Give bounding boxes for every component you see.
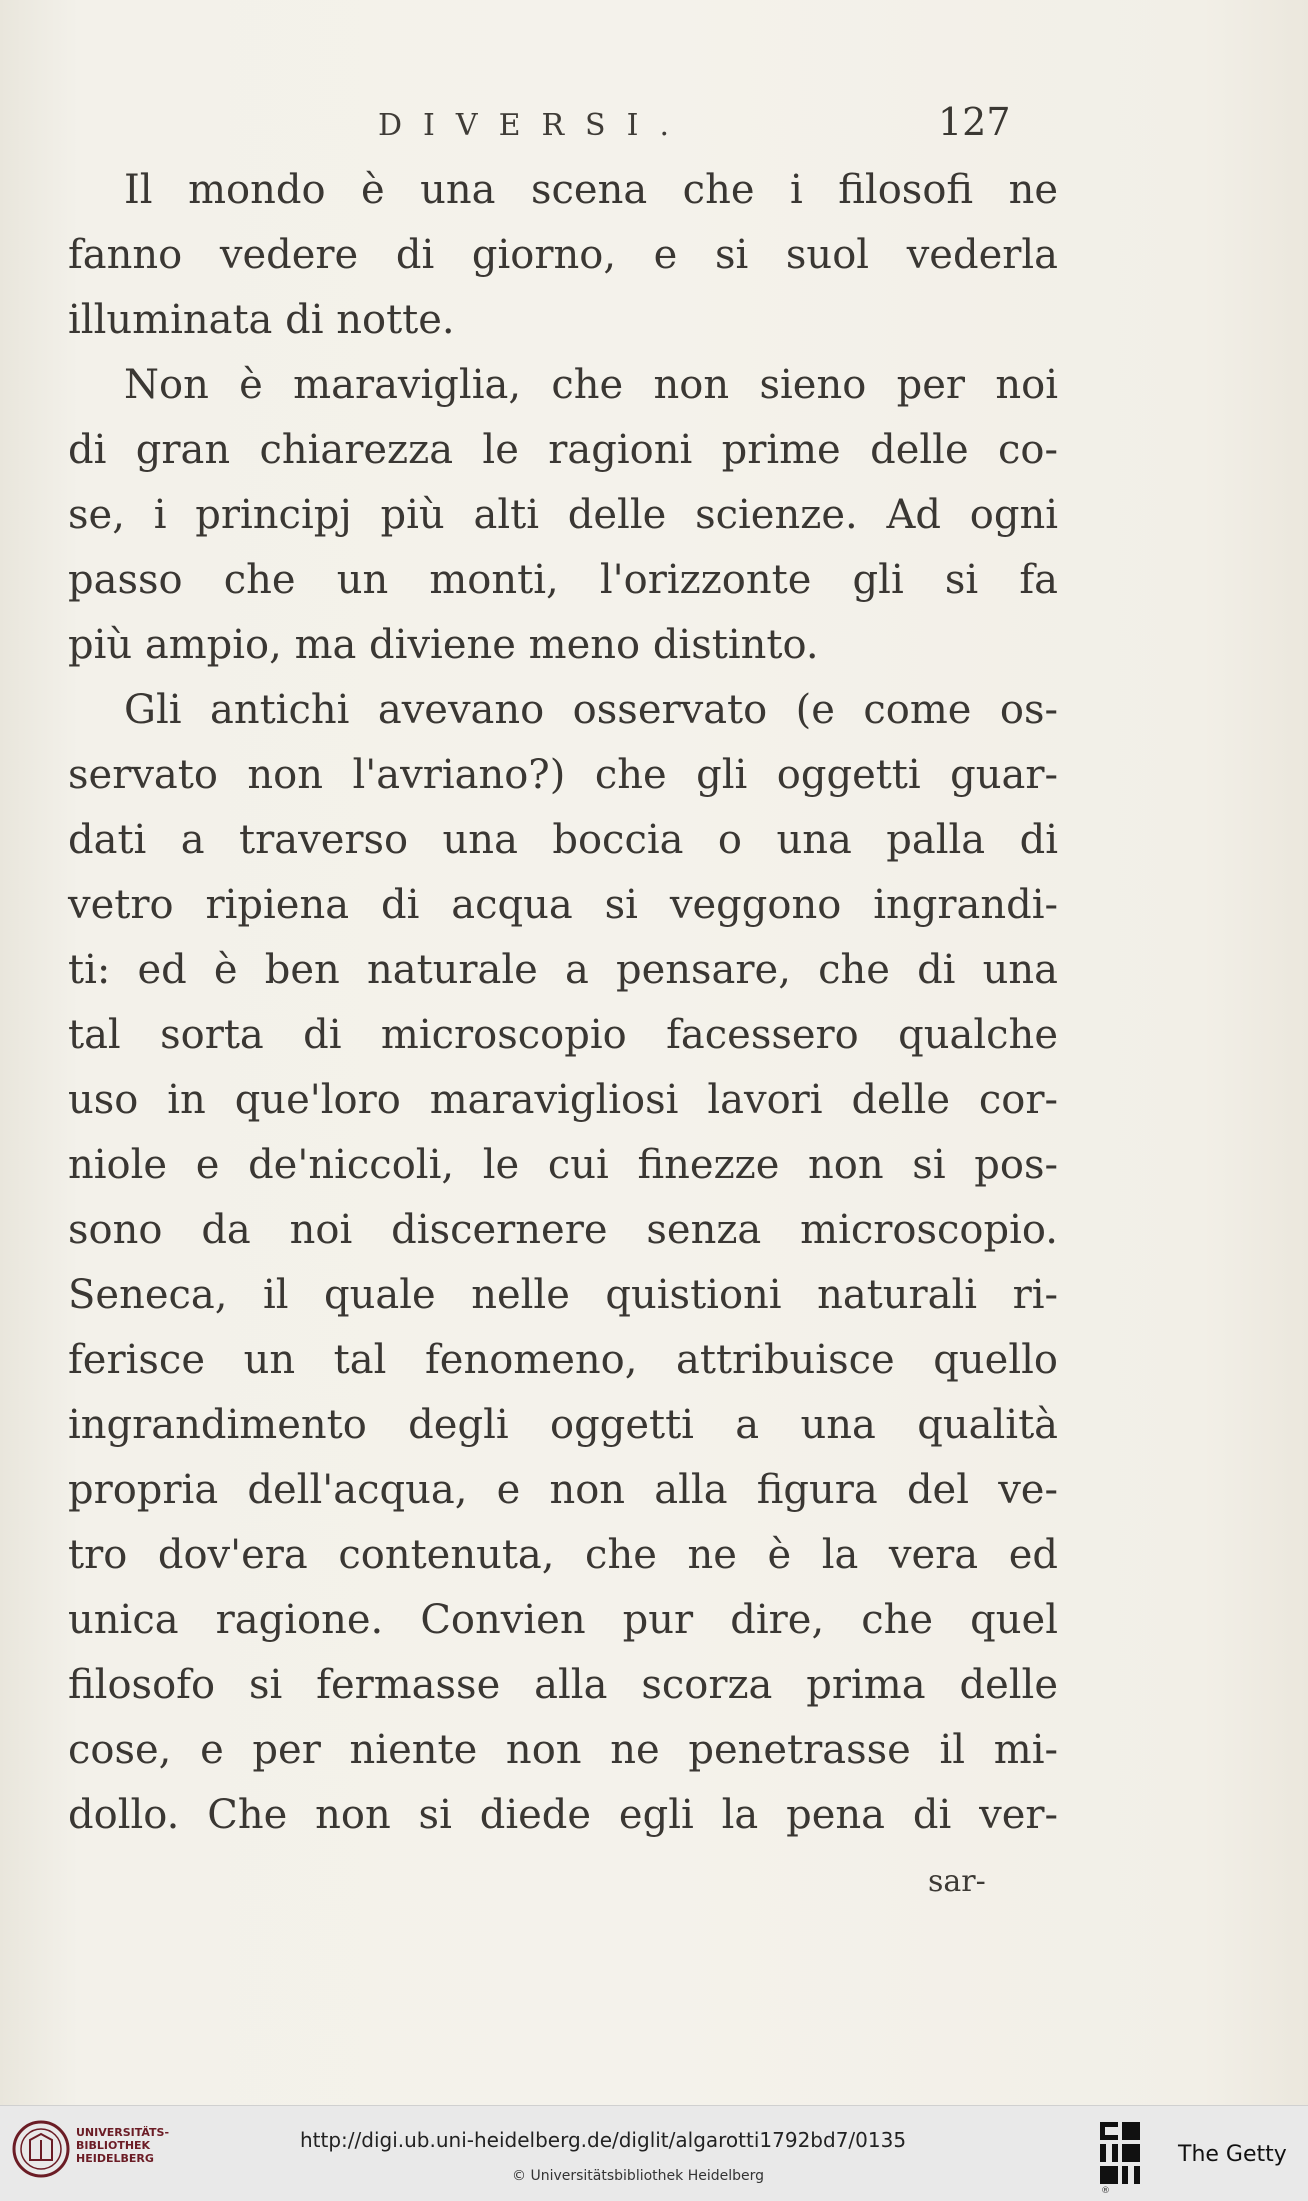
text-line: unica ragione. Convien pur dire, che quel xyxy=(68,1597,1058,1643)
text-line: ti: ed è ben naturale a pensare, che di una xyxy=(68,947,1058,993)
text-line: Il mondo è una scena che i filosofi ne xyxy=(124,167,1058,213)
text-line: propria dell'acqua, e non alla figura del ve- xyxy=(68,1467,1058,1513)
running-head xyxy=(0,100,1308,150)
text-line: Seneca, il quale nelle quistioni naturali ri- xyxy=(68,1272,1058,1318)
body-text xyxy=(68,158,1058,1848)
text-line: uso in que'loro maravigliosi lavori delle cor- xyxy=(68,1077,1058,1123)
text-line: dollo. Che non si diede egli la pena di ver- xyxy=(68,1792,1058,1838)
text-line: dati a traverso una boccia o una palla di xyxy=(68,817,1058,863)
permalink-url[interactable]: http://digi.ub.uni-heidelberg.de/diglit/algarotti1792bd7/0135 xyxy=(300,2128,907,2152)
text-line: cose, e per niente non ne penetrasse il mi- xyxy=(68,1727,1058,1773)
copyright-notice: © Universitätsbibliothek Heidelberg xyxy=(512,2168,765,2184)
text-line: ingrandimento degli oggetti a una qualità xyxy=(68,1402,1058,1448)
text-line: filosofo si fermasse alla scorza prima delle xyxy=(68,1662,1058,1708)
ub-heidelberg-logo-icon[interactable] xyxy=(12,2120,70,2178)
text-line: tal sorta di microscopio facessero qualche xyxy=(68,1012,1058,1058)
text-line: vetro ripiena di acqua si veggono ingrandi- xyxy=(68,882,1058,928)
text-line: se, i principj più alti delle scienze. Ad ogni xyxy=(68,492,1058,538)
getty-logo-icon[interactable] xyxy=(1100,2122,1140,2184)
page-number: 127 xyxy=(938,100,1011,144)
text-line: servato non l'avriano?) che gli oggetti guar- xyxy=(68,752,1058,798)
text-line: illuminata di notte. xyxy=(68,297,455,343)
text-line: fanno vedere di giorno, e si suol vederla xyxy=(68,232,1058,278)
text-line: ferisce un tal fenomeno, attribuisce quello xyxy=(68,1337,1058,1383)
text-line: Gli antichi avevano osservato (e come os- xyxy=(124,687,1058,733)
text-line: più ampio, ma diviene meno distinto. xyxy=(68,622,819,668)
text-line: sono da noi discernere senza microscopio. xyxy=(68,1207,1058,1253)
text-line: niole e de'niccoli, le cui finezze non si pos- xyxy=(68,1142,1058,1188)
viewer-footer xyxy=(0,2105,1308,2201)
text-line: di gran chiarezza le ragioni prime delle co- xyxy=(68,427,1058,473)
text-line: Non è maraviglia, che non sieno per noi xyxy=(124,362,1058,408)
catchword: sar- xyxy=(928,1864,986,1899)
text-line: tro dov'era contenuta, che ne è la vera ed xyxy=(68,1532,1058,1578)
partner-name: The Getty xyxy=(1178,2142,1287,2167)
registered-mark: ® xyxy=(1101,2186,1110,2196)
running-title: DIVERSI. xyxy=(378,108,690,143)
text-line: passo che un monti, l'orizzonte gli si fa xyxy=(68,557,1058,603)
library-name: UNIVERSITÄTS- BIBLIOTHEK HEIDELBERG xyxy=(76,2126,170,2165)
